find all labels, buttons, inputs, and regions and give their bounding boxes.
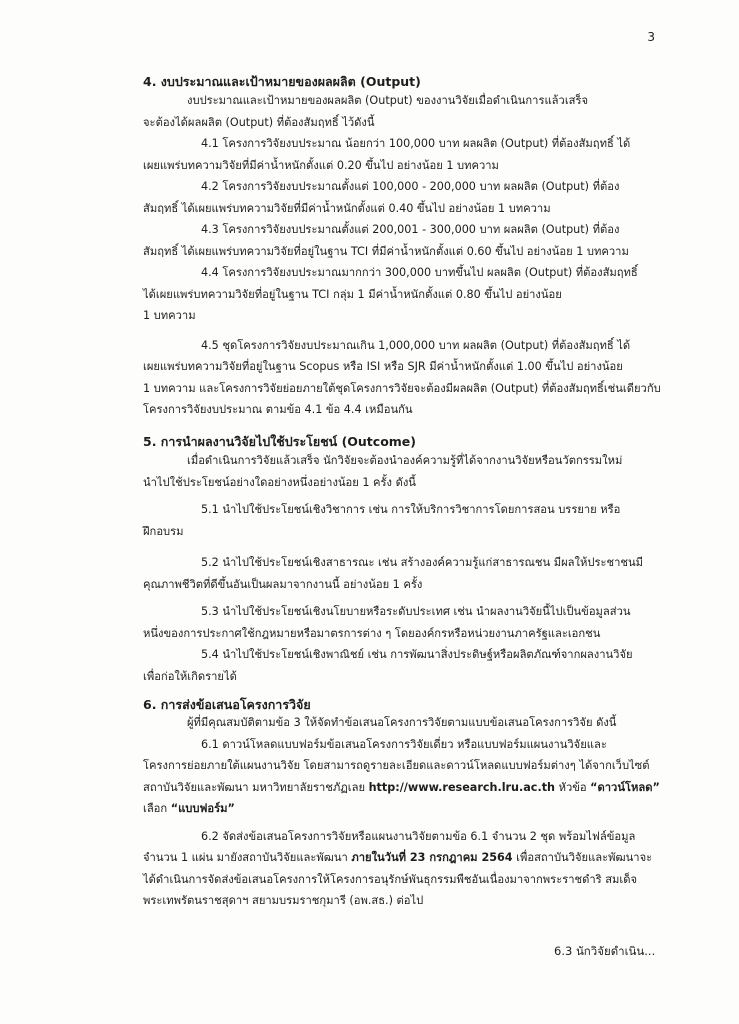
text-run: สถาบันวิจัยและพัฒนา มหาวิทยาลัยราชภัฏเลย — [143, 780, 369, 794]
text-line — [143, 847, 658, 869]
text-run: จำนวน 1 แผ่น มายังสถาบันวิจัยและพัฒนา — [143, 851, 352, 864]
text-line: 4.1 โครงการวิจัยงบประมาณ น้อยกว่า 100,000 บาท ผลผลิต (Output) ที่ต้องสัมฤทธิ์ ได้ — [201, 137, 631, 150]
text-line: 5.1 นำไปใช้ประโยชน์เชิงวิชาการ เช่น การให้บริการวิชาการโดยการสอน บรรยาย หรือ — [201, 503, 621, 516]
deadline: ภายในวันที่ 23 กรกฎาคม 2564 — [351, 851, 513, 864]
text-line: งบประมาณและเป้าหมายของผลผลิต (Output) ของงานวิจัยเมื่อดำเนินการแล้วเสร็จ — [187, 94, 589, 107]
text-line: เผยแพร่บทความวิจัยที่มีค่าน้ำหนักตั้งแต่ 0.20 ขึ้นไป อย่างน้อย 1 บทความ — [143, 158, 499, 172]
text-line: 4.4 โครงการวิจัยงบประมาณมากกว่า 300,000 บาทขึ้นไป ผลผลิต (Output) ที่ต้องสัมฤทธิ์ — [201, 266, 638, 279]
text-run: เลือก — [143, 802, 171, 815]
keyword-download: “ดาวน์โหลด” — [590, 780, 660, 794]
website-url: http://www.research.lru.ac.th — [368, 780, 556, 794]
text-line: พระเทพรัตนราชสุดาฯ สยามบรมราชกุมารี (อพ.สธ.) ต่อไป — [143, 894, 424, 907]
text-line — [143, 798, 658, 820]
text-line: เพื่อก่อให้เกิดรายได้ — [143, 669, 237, 683]
text-line: หนึ่งของการประกาศใช้กฎหมายหรือมาตรการต่าง ๆ โดยองค์กรหรือหน่วยงานภาครัฐและเอกชน — [143, 626, 601, 640]
text-line: เมื่อดำเนินการวิจัยแล้วเสร็จ นักวิจัยจะต้องนำองค์ความรู้ที่ได้จากงานวิจัยหรือนวัตกรรมใหม่ — [187, 454, 623, 467]
text-line: 4.2 โครงการวิจัยงบประมาณตั้งแต่ 100,000 - 200,000 บาท ผลผลิต (Output) ที่ต้อง — [201, 180, 620, 193]
text-line: 6.1 ดาวน์โหลดแบบฟอร์มข้อเสนอโครงการวิจัยเดี่ยว หรือแบบฟอร์มแผนงานวิจัยและ — [201, 737, 607, 751]
text-line: 1 บทความ — [143, 309, 196, 322]
text-line: 6.2 จัดส่งข้อเสนอโครงการวิจัยหรือแผนงานวิจัยตามข้อ 6.1 จำนวน 2 ชุด พร้อมไฟล์ข้อมูล — [201, 829, 636, 843]
section-6-heading: 6. การส่งข้อเสนอโครงการวิจัย — [143, 697, 311, 712]
text-line: โครงการย่อยภายใต้แผนงานวิจัย โดยสามารถดูรายละเอียดและดาวน์โหลดแบบฟอร์มต่างๆ ได้จากเว็บไซต์ — [143, 759, 650, 772]
text-line: นำไปใช้ประโยชน์อย่างใดอย่างหนึ่งอย่างน้อย 1 ครั้ง ดังนี้ — [143, 475, 416, 489]
text-line: 4.3 โครงการวิจัยงบประมาณตั้งแต่ 200,001 - 300,000 บาท ผลผลิต (Output) ที่ต้อง — [201, 223, 620, 236]
section-5-heading: 5. การนำผลงานวิจัยไปใช้ประโยชน์ (Outcome) — [143, 434, 416, 449]
page-number: 3 — [647, 30, 655, 44]
text-line: ฝึกอบรม — [143, 524, 184, 538]
text-line: 1 บทความ และโครงการวิจัยย่อยภายใต้ชุดโครงการวิจัยจะต้องมีผลผลิต (Output) ที่ต้องสัมฤทธิ์เช่นเดียวกับ — [143, 381, 661, 395]
text-line: 4.5 ชุดโครงการวิจัยงบประมาณเกิน 1,000,000 บาท ผลผลิต (Output) ที่ต้องสัมฤทธิ์ ได้ — [201, 338, 631, 352]
text-line: ได้ดำเนินการจัดส่งข้อเสนอโครงการให้โครงการอนุรักษ์พันธุกรรมพืชอันเนื่องมาจากพระราชดำริ สมเด็จ — [143, 872, 638, 886]
section-4-body — [143, 90, 661, 421]
text-line: คุณภาพชีวิตที่ดีขึ้นอันเป็นผลมาจากงานนี้ อย่างน้อย 1 ครั้ง — [143, 577, 423, 591]
text-line: สัมฤทธิ์ ได้เผยแพร่บทความวิจัยที่อยู่ในฐาน TCI ที่มีค่าน้ำหนักตั้งแต่ 0.60 ขึ้นไป อย่างน้อย 1 บทความ — [143, 244, 629, 258]
section-5-body — [143, 450, 658, 687]
text-line: จะต้องได้ผลผลิต (Output) ที่ต้องสัมฤทธิ์ ไว้ดังนี้ — [143, 115, 375, 129]
text-line: เผยแพร่บทความวิจัยที่อยู่ในฐาน Scopus หรือ ISI หรือ SJR มีค่าน้ำหนักตั้งแต่ 1.00 ขึ้นไป อย่างน้อย — [143, 360, 623, 373]
text-line: โครงการวิจัยงบประมาณ ตามข้อ 4.1 ข้อ 4.4 เหมือนกัน — [143, 403, 413, 416]
text-line — [143, 777, 658, 799]
text-run: หัวข้อ — [555, 780, 591, 794]
section-4-heading: 4. งบประมาณและเป้าหมายของผลผลิต (Output) — [143, 74, 421, 89]
keyword-form: “แบบฟอร์ม” — [170, 802, 235, 815]
section-6-body — [143, 712, 658, 912]
text-line: 5.4 นำไปใช้ประโยชน์เชิงพาณิชย์ เช่น การพัฒนาสิ่งประดิษฐ์หรือผลิตภัณฑ์จากผลงานวิจัย — [201, 648, 633, 661]
text-line: ได้เผยแพร่บทความวิจัยที่อยู่ในฐาน TCI กลุ่ม 1 มีค่าน้ำหนักตั้งแต่ 0.80 ขึ้นไป อย่างน้อย — [143, 287, 562, 301]
text-line: สัมฤทธิ์ ได้เผยแพร่บทความวิจัยที่มีค่าน้ำหนักตั้งแต่ 0.40 ขึ้นไป อย่างน้อย 1 บทความ — [143, 201, 551, 215]
text-line: 5.2 นำไปใช้ประโยชน์เชิงสาธารณะ เช่น สร้างองค์ความรู้แก่สาธารณชน มีผลให้ประชาชนมี — [201, 556, 643, 569]
text-line: ผู้ที่มีคุณสมบัติตามข้อ 3 ให้จัดทำข้อเสนอโครงการวิจัยตามแบบข้อเสนอโครงการวิจัย ดังนี้ — [187, 716, 617, 729]
text-run: เพื่อสถาบันวิจัยและพัฒนาจะ — [512, 851, 653, 864]
text-line: 5.3 นำไปใช้ประโยชน์เชิงนโยบายหรือระดับประเทศ เช่น นำผลงานวิจัยนี้ไปเป็นข้อมูลส่วน — [201, 605, 631, 618]
continuation-text: 6.3 นักวิจัยดำเนิน... — [554, 944, 656, 958]
